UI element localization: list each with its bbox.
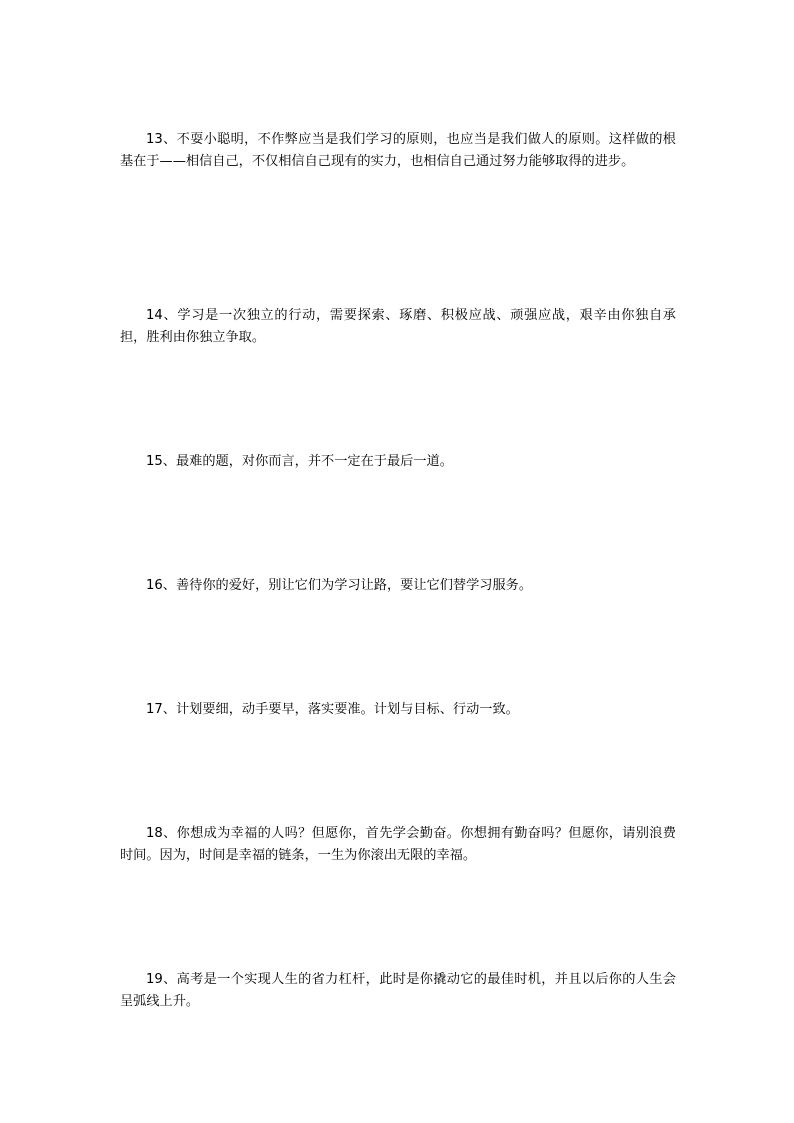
paragraph-19: 19、高考是一个实现人生的省力杠杆，此时是你撬动它的最佳时机，并且以后你的人生会呈弧线上升。 [120,972,676,1009]
paragraph-16: 16、善待你的爱好，别让它们为学习让路，要让它们替学习服务。 [146,578,533,593]
paragraph-17: 17、计划要细，动手要早，落实要准。计划与目标、行动一致。 [146,702,519,717]
paragraph-15: 15、最难的题，对你而言，并不一定在于最后一道。 [146,454,453,469]
paragraph-13: 13、不耍小聪明，不作弊应当是我们学习的原则，也应当是我们做人的原则。这样做的根基在于——相信自己，不仅相信自己现有的实力，也相信自己通过努力能够取得的进步。 [120,132,676,169]
paragraph-14: 14、学习是一次独立的行动，需要探索、琢磨、积极应战、顽强应战，艰辛由你独自承担，胜利由你独立争取。 [120,308,676,345]
paragraph-18: 18、你想成为幸福的人吗？但愿你，首先学会勤奋。你想拥有勤奋吗？但愿你，请别浪费时间。因为，时间是幸福的链条，一生为你滚出无限的幸福。 [120,826,676,863]
